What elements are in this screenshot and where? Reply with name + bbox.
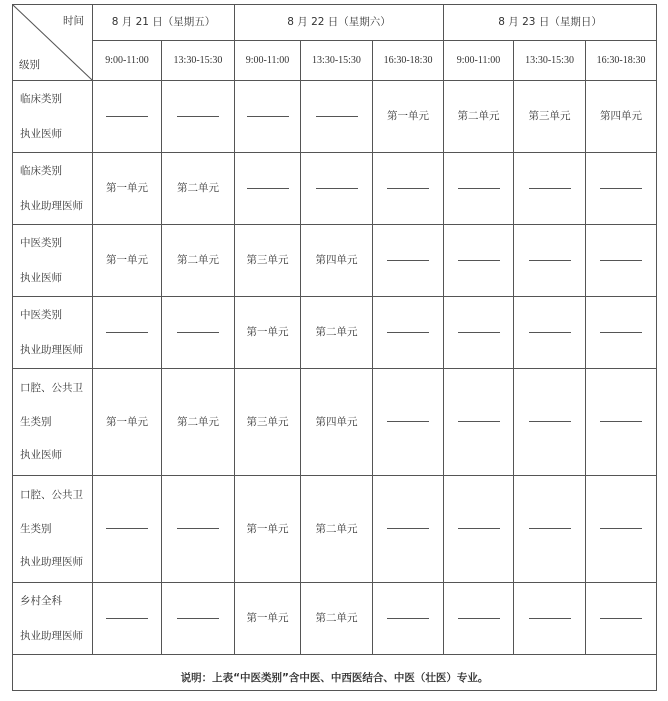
dash-line <box>458 188 500 189</box>
row-label-line: 执业助理医师 <box>20 556 83 569</box>
exam-unit-cell: 第二单元 <box>162 225 235 297</box>
dash-line <box>600 528 642 529</box>
row-label-line: 生类别 <box>20 415 52 428</box>
row-label-cell <box>13 81 93 153</box>
dash-line <box>600 421 642 422</box>
table-row <box>13 583 657 655</box>
exam-unit-cell: 第二单元 <box>162 369 235 476</box>
row-label-cell <box>13 225 93 297</box>
no-exam-cell <box>93 297 162 369</box>
exam-unit-cell: 第四单元 <box>586 81 657 153</box>
corner-header-cell <box>13 5 93 81</box>
corner-level-label: 级别 <box>19 59 40 72</box>
row-label-line: 执业助理医师 <box>20 630 83 642</box>
dash-line <box>387 188 429 189</box>
no-exam-cell <box>301 81 373 153</box>
dash-line <box>106 618 148 619</box>
no-exam-cell <box>514 583 586 655</box>
row-label-line: 临床类别 <box>20 92 62 105</box>
no-exam-cell <box>162 81 235 153</box>
no-exam-cell <box>373 225 444 297</box>
no-exam-cell <box>444 583 514 655</box>
time-slot-header: 9:00-11:00 <box>444 41 514 81</box>
exam-unit-cell: 第三单元 <box>514 81 586 153</box>
no-exam-cell <box>373 583 444 655</box>
dash-line <box>247 116 289 117</box>
no-exam-cell <box>373 153 444 225</box>
no-exam-cell <box>235 153 301 225</box>
exam-unit-cell: 第一单元 <box>93 225 162 297</box>
dash-line <box>247 188 289 189</box>
dash-line <box>387 421 429 422</box>
no-exam-cell <box>514 225 586 297</box>
time-slot-row <box>13 41 657 81</box>
row-label-cell <box>13 583 93 655</box>
dash-line <box>387 618 429 619</box>
corner-time-label: 时间 <box>63 15 84 27</box>
dash-line <box>458 528 500 529</box>
dash-line <box>600 332 642 333</box>
exam-unit-cell: 第一单元 <box>235 297 301 369</box>
dash-line <box>316 188 358 189</box>
table-row <box>13 369 657 476</box>
time-slot-header: 13:30-15:30 <box>162 41 235 81</box>
no-exam-cell <box>162 297 235 369</box>
time-slot-header: 16:30-18:30 <box>373 41 444 81</box>
dash-line <box>529 332 571 333</box>
row-label-cell <box>13 476 93 583</box>
row-label-line: 执业助理医师 <box>20 200 83 212</box>
row-label-line: 口腔、公共卫 <box>20 382 83 395</box>
exam-unit-cell: 第一单元 <box>93 153 162 225</box>
no-exam-cell <box>514 369 586 476</box>
time-slot-header: 9:00-11:00 <box>93 41 162 81</box>
time-slot-header: 13:30-15:30 <box>301 41 373 81</box>
day-header-row <box>13 5 657 41</box>
row-label-line: 执业医师 <box>20 128 62 140</box>
day-header-aug23: 8 月 23 日（星期日） <box>444 5 657 41</box>
no-exam-cell <box>514 297 586 369</box>
dash-line <box>387 260 429 261</box>
row-label-cell <box>13 297 93 369</box>
note-text: 说明：上表“中医类别”含中医、中西医结合、中医（壮医）专业。 <box>13 655 657 691</box>
row-label-line: 执业医师 <box>20 272 62 284</box>
dash-line <box>529 618 571 619</box>
row-label-line: 口腔、公共卫 <box>20 489 83 502</box>
dash-line <box>387 528 429 529</box>
dash-line <box>177 618 219 619</box>
dash-line <box>529 188 571 189</box>
dash-line <box>458 421 500 422</box>
dash-line <box>316 116 358 117</box>
no-exam-cell <box>586 476 657 583</box>
day-header-aug21: 8 月 21 日（星期五） <box>93 5 235 41</box>
exam-schedule-table <box>12 4 657 691</box>
dash-line <box>529 260 571 261</box>
no-exam-cell <box>301 153 373 225</box>
table-row <box>13 153 657 225</box>
row-label-cell <box>13 369 93 476</box>
dash-line <box>106 116 148 117</box>
exam-unit-cell: 第一单元 <box>373 81 444 153</box>
dash-line <box>458 260 500 261</box>
time-slot-header: 16:30-18:30 <box>586 41 657 81</box>
row-label-cell <box>13 153 93 225</box>
no-exam-cell <box>373 369 444 476</box>
row-label-line: 中医类别 <box>20 308 62 321</box>
no-exam-cell <box>514 153 586 225</box>
exam-unit-cell: 第四单元 <box>301 369 373 476</box>
exam-unit-cell: 第一单元 <box>235 476 301 583</box>
dash-line <box>106 332 148 333</box>
no-exam-cell <box>444 225 514 297</box>
exam-unit-cell: 第二单元 <box>301 583 373 655</box>
time-slot-header: 9:00-11:00 <box>235 41 301 81</box>
exam-unit-cell: 第一单元 <box>235 583 301 655</box>
row-label-line: 中医类别 <box>20 236 62 249</box>
no-exam-cell <box>444 476 514 583</box>
no-exam-cell <box>93 583 162 655</box>
row-label-line: 执业助理医师 <box>20 344 83 356</box>
no-exam-cell <box>444 297 514 369</box>
exam-unit-cell: 第一单元 <box>93 369 162 476</box>
table-row <box>13 476 657 583</box>
exam-unit-cell: 第二单元 <box>162 153 235 225</box>
table-row <box>13 225 657 297</box>
exam-unit-cell: 第二单元 <box>301 476 373 583</box>
no-exam-cell <box>373 476 444 583</box>
day-header-aug22: 8 月 22 日（星期六） <box>235 5 444 41</box>
no-exam-cell <box>444 153 514 225</box>
no-exam-cell <box>586 225 657 297</box>
exam-unit-cell: 第三单元 <box>235 369 301 476</box>
dash-line <box>458 332 500 333</box>
dash-line <box>600 188 642 189</box>
no-exam-cell <box>162 476 235 583</box>
no-exam-cell <box>586 297 657 369</box>
dash-line <box>177 116 219 117</box>
table-row <box>13 81 657 153</box>
dash-line <box>600 260 642 261</box>
no-exam-cell <box>586 583 657 655</box>
dash-line <box>458 618 500 619</box>
exam-unit-cell: 第二单元 <box>444 81 514 153</box>
no-exam-cell <box>162 583 235 655</box>
row-label-line: 乡村全科 <box>20 594 62 607</box>
exam-unit-cell: 第二单元 <box>301 297 373 369</box>
dash-line <box>106 528 148 529</box>
table-row <box>13 297 657 369</box>
note-row <box>13 655 657 691</box>
row-label-line: 执业医师 <box>20 449 62 462</box>
no-exam-cell <box>514 476 586 583</box>
time-slot-header: 13:30-15:30 <box>514 41 586 81</box>
dash-line <box>600 618 642 619</box>
row-label-line: 生类别 <box>20 522 52 535</box>
no-exam-cell <box>93 476 162 583</box>
dash-line <box>529 528 571 529</box>
no-exam-cell <box>444 369 514 476</box>
exam-unit-cell: 第三单元 <box>235 225 301 297</box>
no-exam-cell <box>235 81 301 153</box>
no-exam-cell <box>586 369 657 476</box>
no-exam-cell <box>93 81 162 153</box>
dash-line <box>177 332 219 333</box>
row-label-line: 临床类别 <box>20 164 62 177</box>
exam-unit-cell: 第四单元 <box>301 225 373 297</box>
no-exam-cell <box>373 297 444 369</box>
no-exam-cell <box>586 153 657 225</box>
dash-line <box>529 421 571 422</box>
dash-line <box>387 332 429 333</box>
dash-line <box>177 528 219 529</box>
